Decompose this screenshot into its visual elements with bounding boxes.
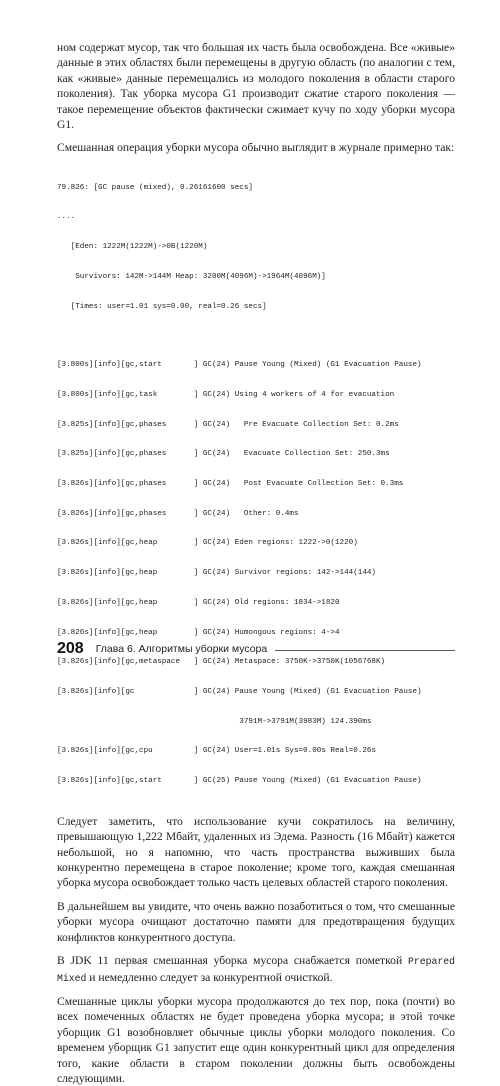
code-line: [3.826s][info][gc,phases ] GC(24) Other: 0.4ms — [57, 509, 299, 518]
paragraph-2: Смешанная операция уборки мусора обычно выглядит в журнале примерно так: — [57, 141, 455, 155]
inline-code-prepared-mixed: Prepared Mixed — [57, 956, 455, 984]
code-line: [3.826s][info][gc,metaspace ] GC(24) Metaspace: 3750K->3750K(1056768K) — [57, 658, 386, 667]
chapter-title: Глава 6. Алгоритмы уборки мусора — [95, 643, 268, 655]
code-line: [3.826s][info][gc,phases ] GC(24) Post Evacuate Collection Set: 0.3ms — [57, 479, 404, 488]
code-log-1 — [57, 164, 455, 332]
code-line: [3.826s][info][gc ] GC(24) Pause Young (Mixed) (G1 Evacuation Pause) — [57, 687, 422, 696]
code-line: 3791M->3791M(3983M) 124.390ms — [57, 717, 372, 726]
code-line: [3.800s][info][gc,task ] GC(24) Using 4 workers of 4 for evacuation — [57, 390, 395, 399]
paragraph-6: Смешанные циклы уборки мусора продолжаются до тех пор, пока (почти) во всех помеченных областях не будет проведена уборка мусора; в этой точке уборщик G1 возобновляет обычные циклы уборки молодого поколения. Со временем уборщик G1 запустит еще один конкурентный цикл для определения того, какие области в старом поколении должны быть освобождены следующими. — [57, 994, 455, 1085]
code-line: [3.826s][info][gc,start ] GC(25) Pause Young (Mixed) (G1 Evacuation Pause) — [57, 777, 422, 786]
code-line: [3.826s][info][gc,heap ] GC(24) Eden regions: 1222->0(1220) — [57, 539, 358, 548]
code-line: [Eden: 1222M(1222M)->0B(1220M) — [57, 243, 208, 252]
code-line: [3.800s][info][gc,start ] GC(24) Pause Young (Mixed) (G1 Evacuation Pause) — [57, 361, 422, 370]
paragraph-1: ном содержат мусор, так что большая их часть была освобождена. Все «живые» данные в этих областях были перемещены в другую область (по аналогии с тем, как «живые» данные перемещались из молодого поколения в области старого поколения). Так уборка мусора G1 производит сжатие старого поколения — такое перемещение объектов фактически сжимает кучу по ходу уборки мусора G1. — [57, 41, 455, 132]
code-line: [3.826s][info][gc,heap ] GC(24) Survivor regions: 142->144(144) — [57, 569, 376, 578]
code-line: [3.826s][info][gc,heap ] GC(24) Humongous regions: 4->4 — [57, 628, 340, 637]
code-line: [Times: user=1.01 sys=0.00, real=0.26 secs] — [57, 302, 267, 311]
code-line: [3.825s][info][gc,phases ] GC(24) Evacuate Collection Set: 250.3ms — [57, 450, 390, 459]
code-line: [3.825s][info][gc,phases ] GC(24) Pre Evacuate Collection Set: 0.2ms — [57, 420, 399, 429]
paragraph-3: Следует заметить, что использование кучи сократилось на величину, превышающую 1,222 Мбайт, удаленных из Эдема. Разность (16 Мбайт) кажется небольшой, но я напомню, что часть пространства выживших была конкурентно перемещена в старое поколение; кроме того, каждая смешанная уборка мусора освобождает только часть целевых областей старого поколения. — [57, 814, 455, 890]
code-line: Survivors: 142M->144M Heap: 3200M(4096M)->1964M(4096M)] — [57, 272, 326, 281]
page-number: 208 — [57, 640, 84, 657]
code-log-2 — [57, 341, 455, 807]
paragraph-4: В дальнейшем вы увидите, что очень важно позаботиться о том, что смешанные уборки мусора очищают достаточно памяти для предотвращения будущих конфликтов конкурентного доступа. — [57, 899, 455, 944]
code-line: [3.826s][info][gc,cpu ] GC(24) User=1.01s Sys=0.00s Real=0.26s — [57, 747, 376, 756]
paragraph-5-text-after: и немедленно следует за конкурентной очисткой. — [86, 970, 333, 984]
page-content — [57, 40, 455, 1086]
code-block-log — [57, 164, 455, 807]
page-footer — [57, 640, 455, 658]
code-line: .... — [57, 213, 76, 222]
code-line: [3.826s][info][gc,heap ] GC(24) Old regions: 1834->1820 — [57, 598, 340, 607]
paragraph-5-text-before: В JDK 11 первая смешанная уборка мусора снабжается пометкой — [57, 954, 408, 968]
paragraph-5 — [57, 953, 455, 986]
code-line: 79.826: [GC pause (mixed), 0.26161600 secs] — [57, 183, 253, 192]
footer-rule — [275, 650, 455, 651]
